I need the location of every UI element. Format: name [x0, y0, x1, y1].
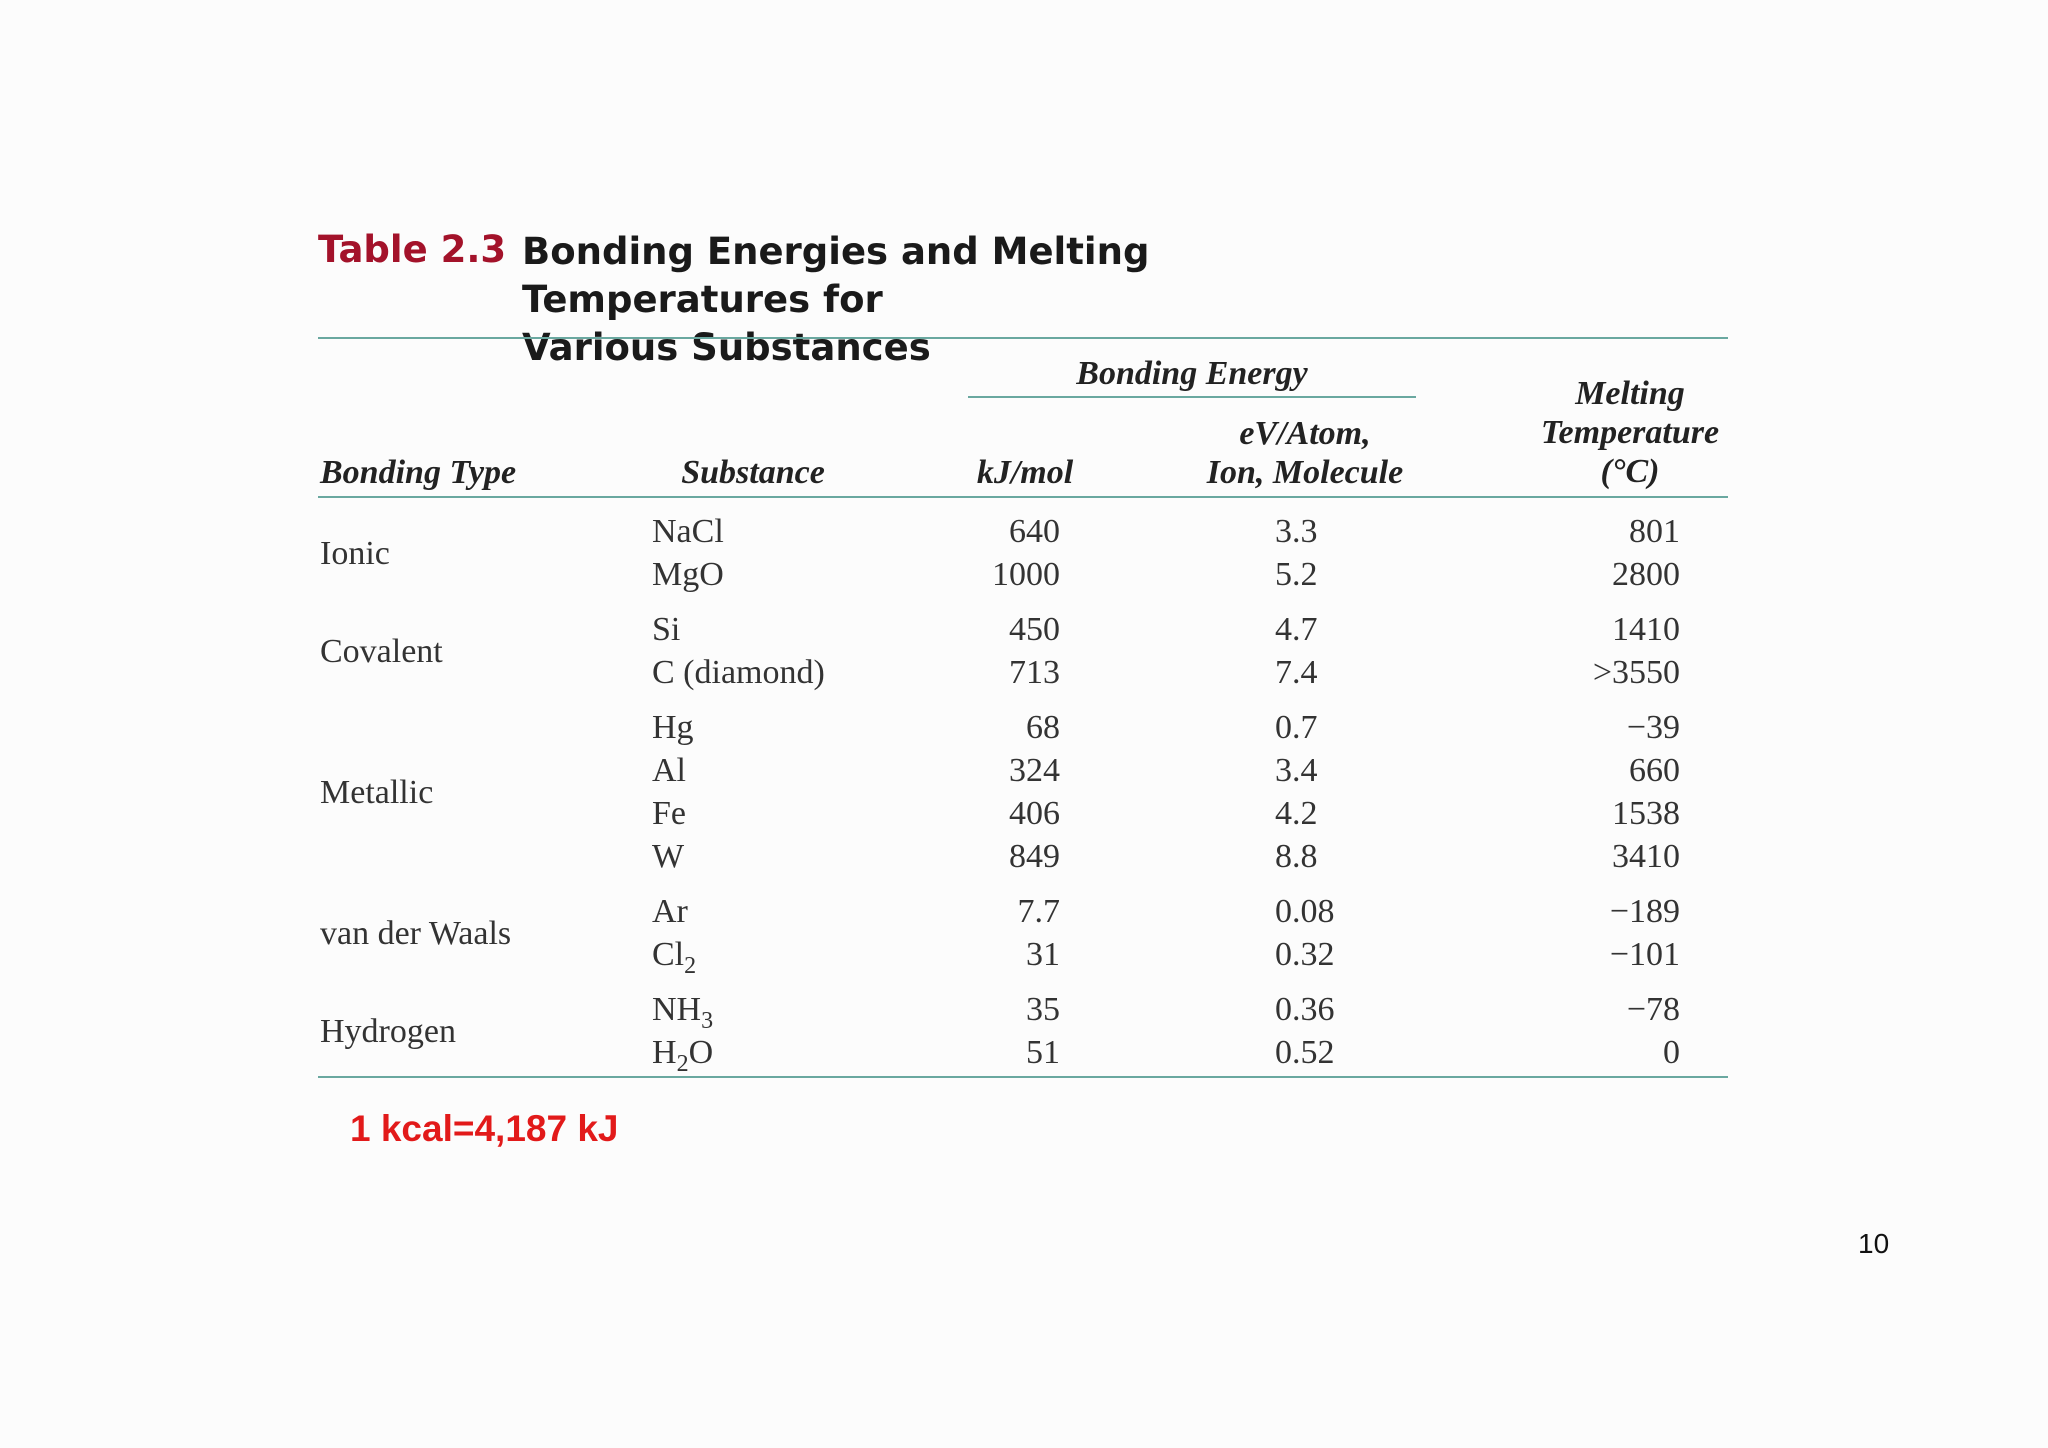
kj-mol-value: 406 [1009, 795, 1060, 832]
ev-value: 4.7 [1275, 611, 1318, 648]
substance-subscript: 2 [684, 953, 697, 979]
kj-mol-value: 849 [1009, 838, 1060, 875]
kj-mol-value: 640 [1009, 513, 1060, 550]
substance-formula: Fe [652, 795, 686, 832]
ev-value: 5.2 [1275, 556, 1318, 593]
ev-value: 0.7 [1275, 709, 1318, 746]
substance-cell [652, 608, 680, 651]
substance-formula: W [652, 838, 685, 875]
kj-mol-value: 51 [1026, 1034, 1060, 1071]
table-top-rule [318, 337, 1728, 339]
substance-formula: C (diamond) [652, 654, 825, 691]
kj-mol-value: 713 [1009, 654, 1060, 691]
substance-cell [652, 651, 825, 694]
substance-cell [652, 706, 694, 749]
substance-cell [652, 988, 713, 1035]
substance-formula: MgO [652, 556, 724, 593]
kj-mol-value: 324 [1009, 752, 1060, 789]
substance-cell [652, 510, 724, 553]
melting-temperature-value: −78 [1626, 991, 1680, 1028]
substance-cell [652, 890, 688, 933]
header-ev-line-2: Ion, Molecule [1206, 454, 1404, 491]
melting-temperature-value: 660 [1629, 752, 1680, 789]
substance-cell [652, 933, 696, 980]
substance-formula: Si [652, 611, 681, 648]
kj-mol-value: 68 [1026, 709, 1060, 746]
melting-temperature-value: 0 [1663, 1034, 1680, 1071]
table-title-line-1: Bonding Energies and Melting Temperatures for [522, 230, 1150, 321]
substance-formula-rest: O [688, 1034, 714, 1071]
substance-formula: Cl [652, 936, 685, 973]
substance-cell [652, 835, 684, 878]
header-melting-line-2: Temperature [1540, 414, 1720, 451]
bonding-energy-rule [968, 396, 1416, 398]
substance-formula: Hg [652, 709, 694, 746]
melting-temperature-value: >3550 [1592, 654, 1680, 691]
bonding-type-label: Metallic [320, 773, 434, 811]
ev-value: 0.32 [1275, 936, 1335, 973]
header-bonding-energy: Bonding Energy [1076, 355, 1308, 392]
kj-mol-value: 450 [1009, 611, 1060, 648]
table-title-line-2: Various Substances [522, 326, 931, 369]
ev-value: 4.2 [1275, 795, 1318, 832]
kj-mol-value: 7.7 [1017, 893, 1060, 930]
kj-mol-value: 1000 [992, 556, 1060, 593]
table-title [522, 228, 1422, 372]
melting-temperature-value: 1410 [1612, 611, 1680, 648]
substance-formula: H [652, 1034, 677, 1071]
conversion-note: 1 kcal=4,187 kJ [350, 1108, 619, 1149]
bonding-type-label: van der Waals [320, 914, 512, 952]
bonding-type-label: Ionic [320, 534, 390, 572]
header-melting-unit: (°C) [1600, 453, 1660, 490]
table-bottom-rule [318, 1076, 1728, 1078]
substance-subscript: 3 [701, 1008, 714, 1034]
ev-value: 0.36 [1275, 991, 1335, 1028]
header-bottom-rule [318, 496, 1728, 498]
header-melting-line-1: Melting [1575, 375, 1685, 412]
header-substance: Substance [681, 454, 825, 491]
substance-formula: NaCl [652, 513, 724, 550]
table-label: Table 2.3 [318, 228, 507, 271]
melting-temperature-value: 3410 [1612, 838, 1680, 875]
substance-formula: Ar [652, 893, 688, 930]
melting-temperature-value: 1538 [1612, 795, 1680, 832]
kj-mol-value: 31 [1026, 936, 1060, 973]
substance-cell [652, 749, 686, 792]
ev-value: 8.8 [1275, 838, 1318, 875]
ev-value: 0.52 [1275, 1034, 1335, 1071]
ev-value: 3.4 [1275, 752, 1318, 789]
substance-subscript: 2 [676, 1051, 689, 1077]
bonding-type-label: Hydrogen [320, 1012, 456, 1050]
ev-value: 0.08 [1275, 893, 1335, 930]
melting-temperature-value: 2800 [1612, 556, 1680, 593]
melting-temperature-value: −189 [1609, 893, 1680, 930]
melting-temperature-value: 801 [1629, 513, 1680, 550]
melting-temperature-value: −101 [1609, 936, 1680, 973]
ev-value: 7.4 [1275, 654, 1318, 691]
header-bonding-type: Bonding Type [320, 454, 517, 491]
melting-temperature-value: −39 [1626, 709, 1680, 746]
header-ev-line-1: eV/Atom, [1239, 415, 1371, 452]
substance-cell [652, 1031, 713, 1078]
page-number: 10 [1858, 1228, 1890, 1259]
substance-formula: Al [652, 752, 686, 789]
substance-formula: NH [652, 991, 702, 1028]
substance-cell [652, 792, 686, 835]
bonding-type-label: Covalent [320, 632, 443, 670]
header-kj-mol: kJ/mol [976, 454, 1074, 491]
substance-cell [652, 553, 724, 596]
kj-mol-value: 35 [1026, 991, 1060, 1028]
ev-value: 3.3 [1275, 513, 1318, 550]
